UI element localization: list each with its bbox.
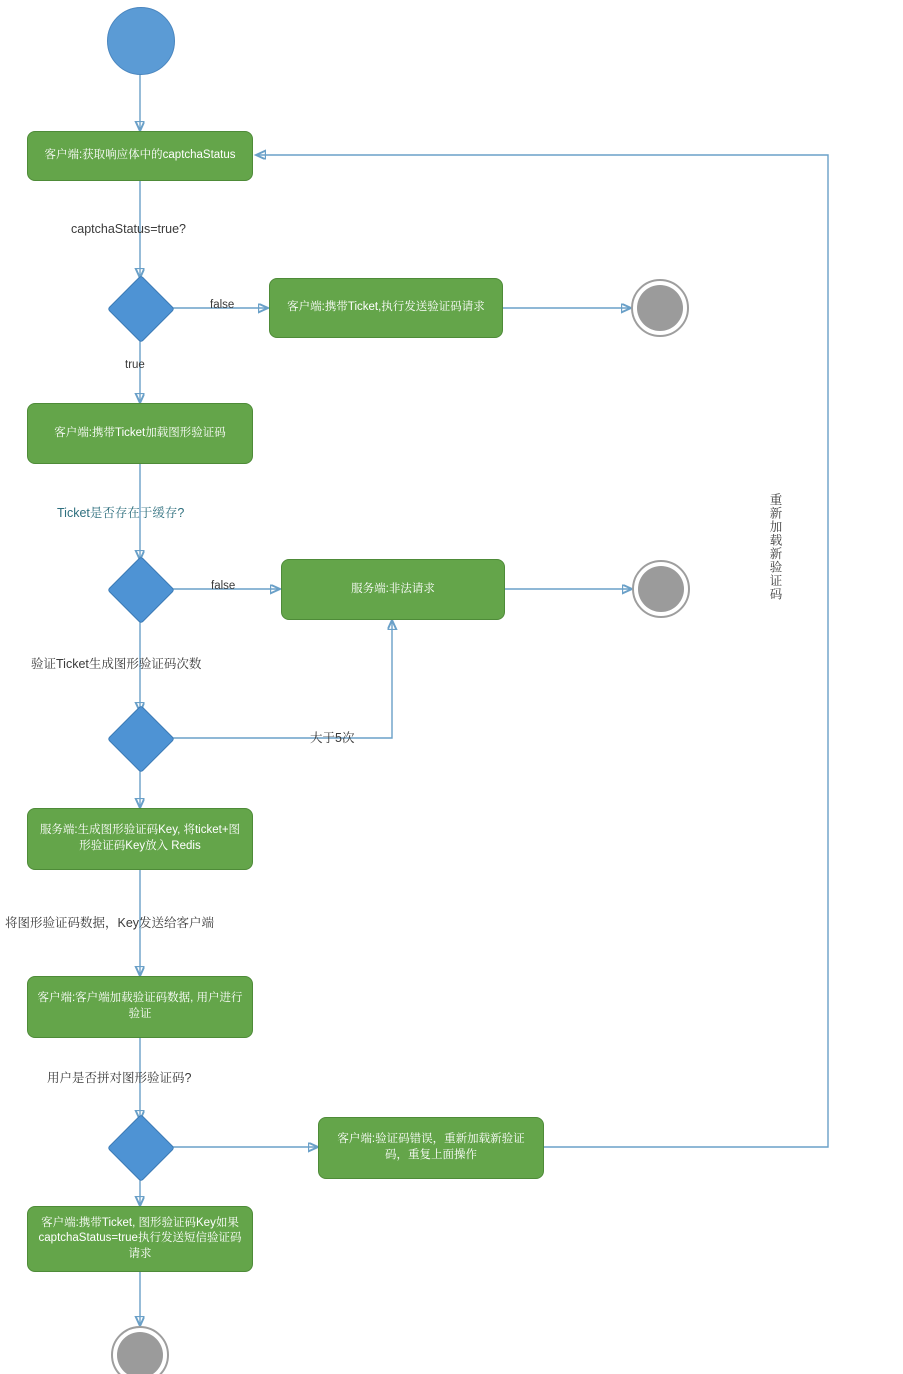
decision-user-solved-captcha[interactable] <box>107 1114 175 1182</box>
edge-label-more-than-5: 大于5次 <box>310 731 355 745</box>
edge-label-user-match-captcha: 用户是否拼对图形验证码? <box>47 1071 192 1085</box>
edge-label-verify-count: 验证Ticket生成图形验证码次数 <box>31 657 202 671</box>
node-client-send-sms-request[interactable]: 客户端:携带Ticket, 图形验证码Key如果captchaStatus=true执行发送短信验证码请求 <box>27 1206 253 1272</box>
node-client-captcha-error-reload[interactable]: 客户端:验证码错误，重新加载新验证码，重复上面操作 <box>318 1117 544 1179</box>
edge-label-captchastatus-true: captchaStatus=true? <box>71 222 187 236</box>
end-node-3 <box>111 1326 169 1374</box>
node-client-send-code-request[interactable]: 客户端:携带Ticket,执行发送验证码请求 <box>269 278 503 338</box>
edge-label-reload-captcha: 重新加载新验证码 <box>768 493 782 601</box>
end-node-2 <box>632 560 690 618</box>
node-server-generate-key-redis[interactable]: 服务端:生成图形验证码Key, 将ticket+图形验证码Key放入 Redis <box>27 808 253 870</box>
node-client-load-captcha-data[interactable]: 客户端:客户端加载验证码数据, 用户进行验证 <box>27 976 253 1038</box>
decision-ticket-in-cache[interactable] <box>107 556 175 624</box>
edge-label-false-1: false <box>210 299 235 311</box>
node-server-illegal-request[interactable]: 服务端:非法请求 <box>281 559 505 620</box>
node-client-get-captchastatus[interactable]: 客户端:获取响应体中的captchaStatus <box>27 131 253 181</box>
start-node <box>107 7 175 75</box>
edge-label-false-2: false <box>211 580 236 592</box>
edge-label-ticket-cache: Ticket是否存在于缓存? <box>57 506 185 520</box>
edge-label-send-captcha-data: 将图形验证码数据，Key发送给客户端 <box>5 916 215 930</box>
decision-captcha-generate-count[interactable] <box>107 705 175 773</box>
edge-label-true: true <box>125 359 145 371</box>
node-client-load-captcha-image[interactable]: 客户端:携带Ticket加载图形验证码 <box>27 403 253 464</box>
decision-captchastatus[interactable] <box>107 275 175 343</box>
end-node-1 <box>631 279 689 337</box>
